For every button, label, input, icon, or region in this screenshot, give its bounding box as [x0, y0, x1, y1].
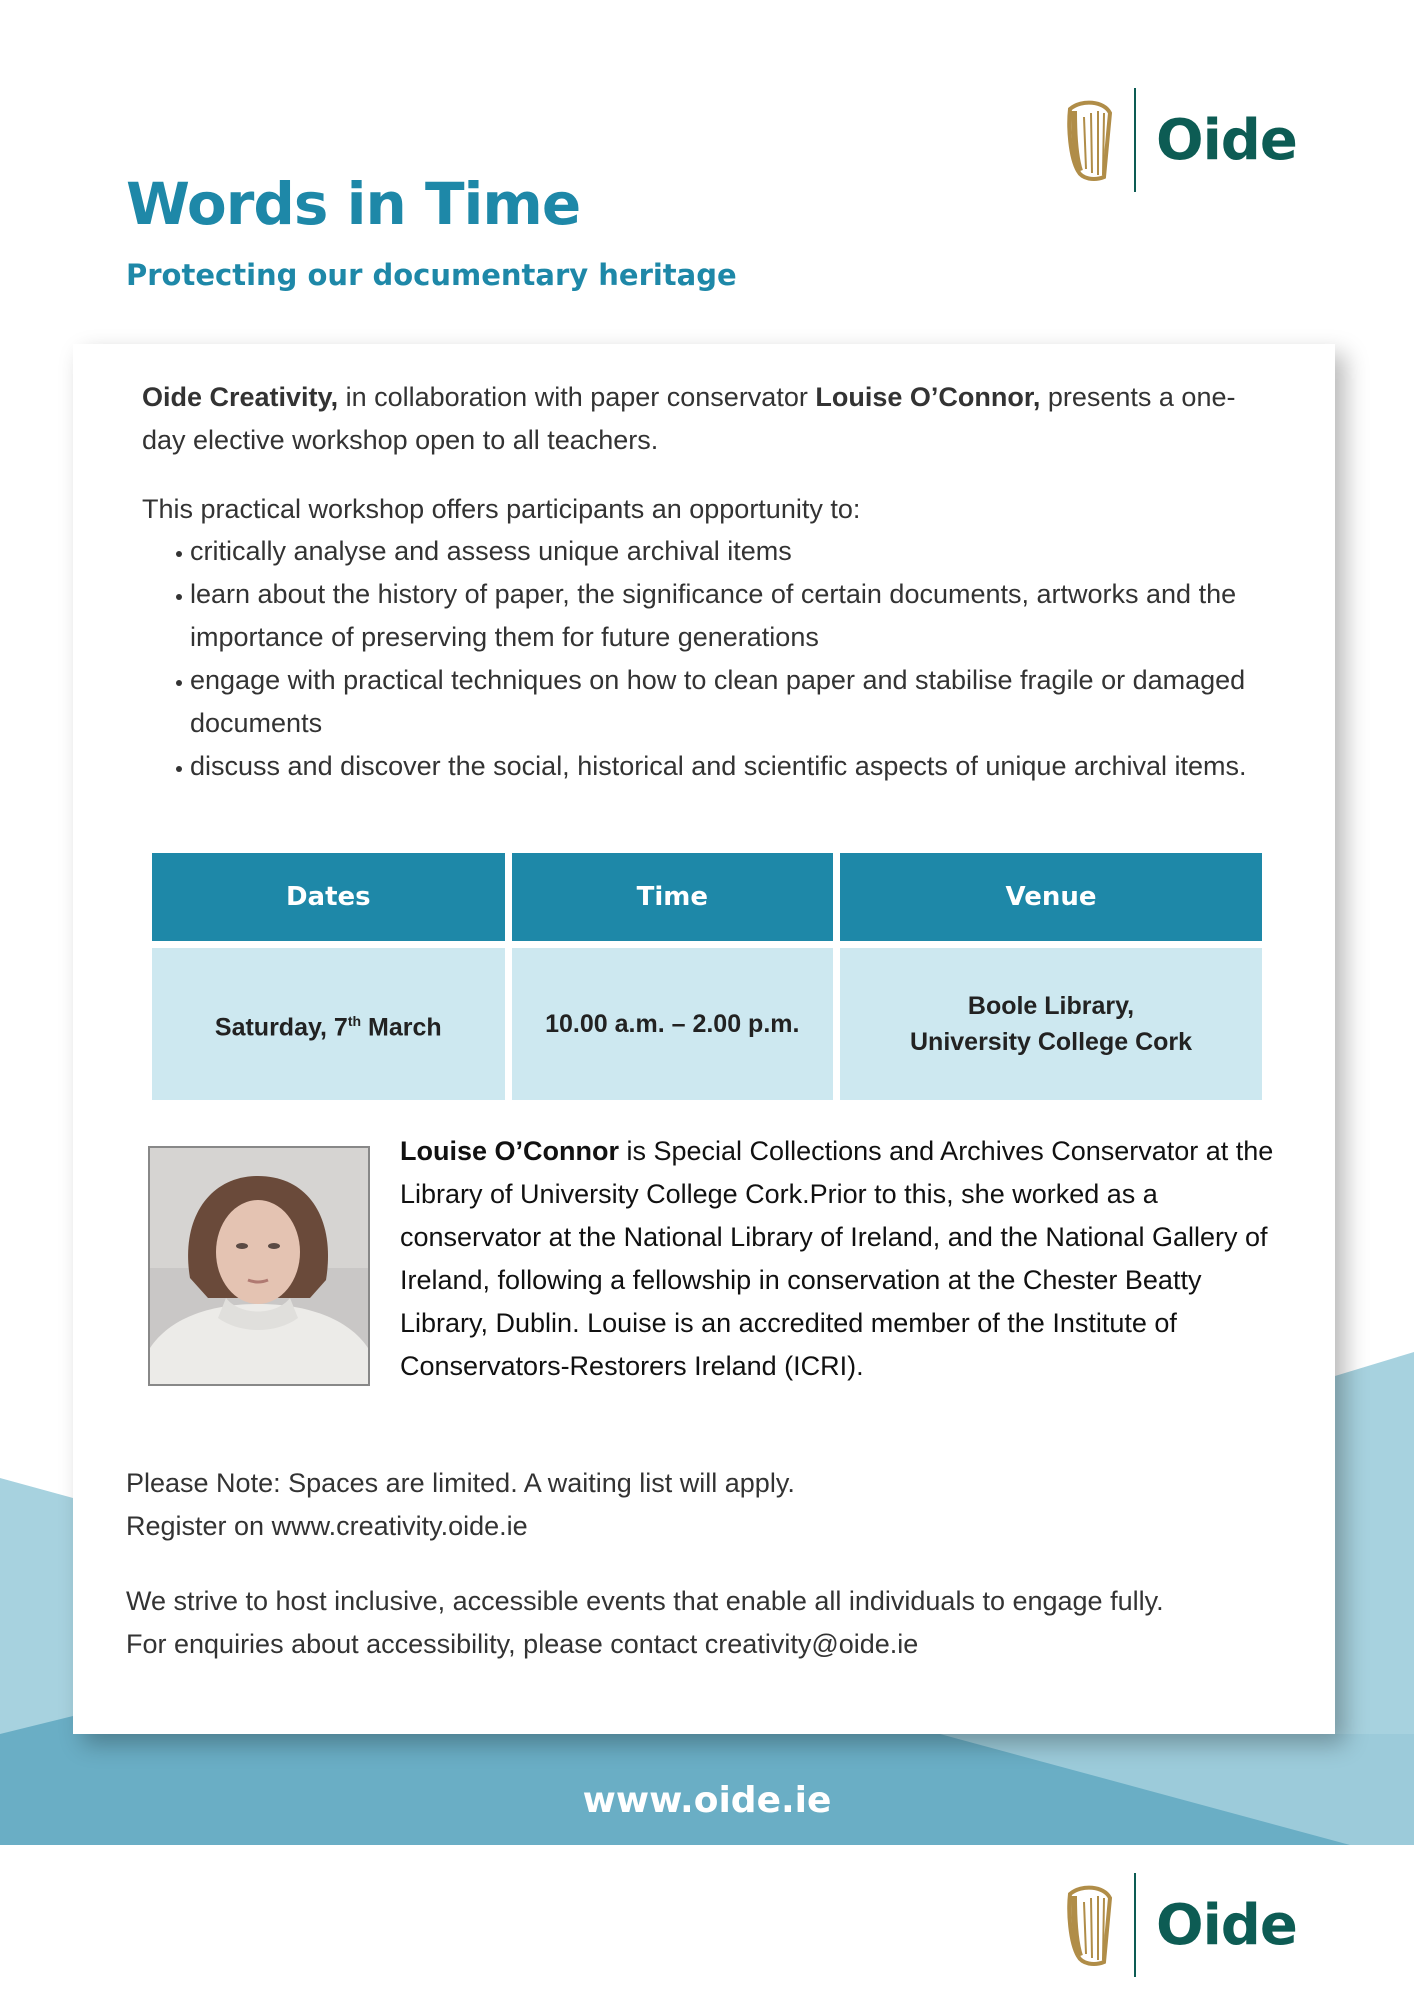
footer-url: www.oide.ie	[582, 1780, 832, 1821]
list-item: critically analyse and assess unique archival items	[142, 530, 1282, 573]
schedule-table	[145, 846, 1269, 1107]
access-line-2: For enquiries about accessibility, please contact creativity@oide.ie	[126, 1629, 919, 1659]
offer-lead: This practical workshop offers participants an opportunity to:	[142, 494, 861, 524]
logo-wordmark: Oide	[1156, 107, 1297, 173]
date-prefix: Saturday, 7	[214, 1013, 348, 1042]
intro-person: Louise O’Connor,	[815, 382, 1041, 412]
band-left-light	[0, 1478, 73, 1734]
intro-text-1: in collaboration with paper conservator	[338, 382, 816, 412]
date-rest: March	[361, 1013, 442, 1042]
venue-line-1: Boole Library,	[967, 992, 1135, 1020]
cell-date	[152, 948, 505, 1100]
schedule-header-row	[152, 853, 1262, 941]
table-row	[152, 948, 1262, 1100]
header-dates: Dates	[152, 853, 505, 941]
logo-divider	[1134, 1873, 1136, 1977]
accessibility-block	[126, 1580, 1306, 1666]
offer-bullet-list	[142, 530, 1282, 788]
register-line: Register on www.creativity.oide.ie	[126, 1511, 528, 1541]
bio-text: is Special Collections and Archives Conservator at the Library of University College Cork.Prior to this, she worked as a conservator at the National Library of Ireland, and the National Gallery of Ireland, following a fellowship in conservation at the Chester Beatty Library, Dublin. Louise is an accredited member of the Institute of Conservators-Restorers Ireland (ICRI).	[400, 1136, 1274, 1381]
harp-icon	[1064, 97, 1116, 183]
intro-org: Oide Creativity,	[142, 382, 339, 412]
band-right-light	[1335, 1352, 1414, 1734]
portrait-photo	[148, 1146, 370, 1386]
note-line-1: Please Note: Spaces are limited. A waiting list will apply.	[126, 1468, 795, 1498]
date-suffix: th	[347, 1012, 362, 1029]
cell-time: 10.00 a.m. – 2.00 p.m.	[512, 948, 833, 1100]
page-subtitle: Protecting our documentary heritage	[126, 258, 737, 292]
logo-wordmark: Oide	[1156, 1892, 1297, 1958]
portrait-image	[150, 1148, 368, 1384]
oide-logo-bottom	[1064, 1873, 1297, 1977]
oide-logo-top	[1064, 88, 1297, 192]
note-block	[126, 1462, 1276, 1548]
venue-line-2: University College Cork	[910, 1028, 1193, 1056]
intro-paragraph	[142, 376, 1272, 462]
access-line-1: We strive to host inclusive, accessible events that enable all individuals to engage fully.	[126, 1586, 1164, 1616]
header-time: Time	[512, 853, 833, 941]
list-item: engage with practical techniques on how to clean paper and stabilise fragile or damaged documents	[142, 659, 1282, 745]
bio-paragraph	[400, 1130, 1280, 1388]
harp-icon	[1064, 1882, 1116, 1968]
intro-text-2: presents a one-day elective workshop open to all teachers.	[142, 382, 1236, 455]
header-venue: Venue	[840, 853, 1262, 941]
page-title: Words in Time	[126, 170, 581, 238]
logo-divider	[1134, 88, 1136, 192]
bio-name: Louise O’Connor	[400, 1136, 619, 1166]
cell-venue	[840, 948, 1262, 1100]
list-item: learn about the history of paper, the significance of certain documents, artworks and the importance of preserving them for future generations	[142, 573, 1282, 659]
list-item: discuss and discover the social, historical and scientific aspects of unique archival items.	[142, 745, 1282, 788]
